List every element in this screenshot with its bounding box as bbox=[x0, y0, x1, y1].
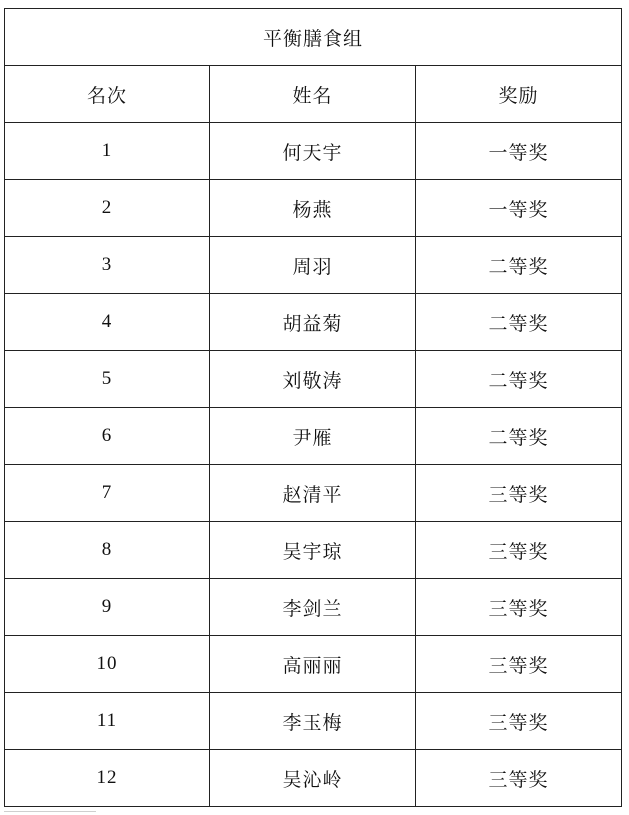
award-cell: 二等奖 bbox=[416, 351, 622, 408]
rank-cell: 11 bbox=[5, 693, 210, 750]
award-cell: 三等奖 bbox=[416, 636, 622, 693]
name-cell: 李玉梅 bbox=[210, 693, 416, 750]
table-row bbox=[5, 750, 622, 807]
name-cell: 吴沁岭 bbox=[210, 750, 416, 807]
table-row bbox=[5, 237, 622, 294]
table-row bbox=[5, 180, 622, 237]
rank-cell: 2 bbox=[5, 180, 210, 237]
name-cell: 杨燕 bbox=[210, 180, 416, 237]
rank-cell: 3 bbox=[5, 237, 210, 294]
table-title-row bbox=[5, 9, 622, 66]
table-title: 平衡膳食组 bbox=[5, 9, 622, 66]
name-cell: 尹雁 bbox=[210, 408, 416, 465]
table-header-row bbox=[5, 66, 622, 123]
award-cell: 一等奖 bbox=[416, 180, 622, 237]
name-cell: 吴宇琼 bbox=[210, 522, 416, 579]
table-row bbox=[5, 351, 622, 408]
award-table bbox=[4, 8, 622, 807]
name-cell: 胡益菊 bbox=[210, 294, 416, 351]
award-cell: 三等奖 bbox=[416, 693, 622, 750]
rank-cell: 1 bbox=[5, 123, 210, 180]
name-cell: 周羽 bbox=[210, 237, 416, 294]
name-cell: 刘敬涛 bbox=[210, 351, 416, 408]
award-cell: 三等奖 bbox=[416, 522, 622, 579]
table-row bbox=[5, 522, 622, 579]
rank-cell: 7 bbox=[5, 465, 210, 522]
table-row bbox=[5, 579, 622, 636]
award-cell: 二等奖 bbox=[416, 237, 622, 294]
table-row bbox=[5, 465, 622, 522]
award-cell: 三等奖 bbox=[416, 465, 622, 522]
award-cell: 二等奖 bbox=[416, 294, 622, 351]
rank-cell: 9 bbox=[5, 579, 210, 636]
column-header-rank: 名次 bbox=[5, 66, 210, 123]
award-cell: 三等奖 bbox=[416, 579, 622, 636]
footer-divider bbox=[4, 811, 96, 812]
name-cell: 赵清平 bbox=[210, 465, 416, 522]
table-row bbox=[5, 636, 622, 693]
column-header-name: 姓名 bbox=[210, 66, 416, 123]
rank-cell: 8 bbox=[5, 522, 210, 579]
rank-cell: 6 bbox=[5, 408, 210, 465]
table-row bbox=[5, 408, 622, 465]
award-cell: 二等奖 bbox=[416, 408, 622, 465]
rank-cell: 4 bbox=[5, 294, 210, 351]
rank-cell: 12 bbox=[5, 750, 210, 807]
table-row bbox=[5, 693, 622, 750]
table-body bbox=[5, 123, 622, 807]
award-cell: 一等奖 bbox=[416, 123, 622, 180]
rank-cell: 5 bbox=[5, 351, 210, 408]
table-row bbox=[5, 294, 622, 351]
name-cell: 何天宇 bbox=[210, 123, 416, 180]
award-cell: 三等奖 bbox=[416, 750, 622, 807]
column-header-award: 奖励 bbox=[416, 66, 622, 123]
rank-cell: 10 bbox=[5, 636, 210, 693]
name-cell: 李剑兰 bbox=[210, 579, 416, 636]
table-row bbox=[5, 123, 622, 180]
name-cell: 高丽丽 bbox=[210, 636, 416, 693]
